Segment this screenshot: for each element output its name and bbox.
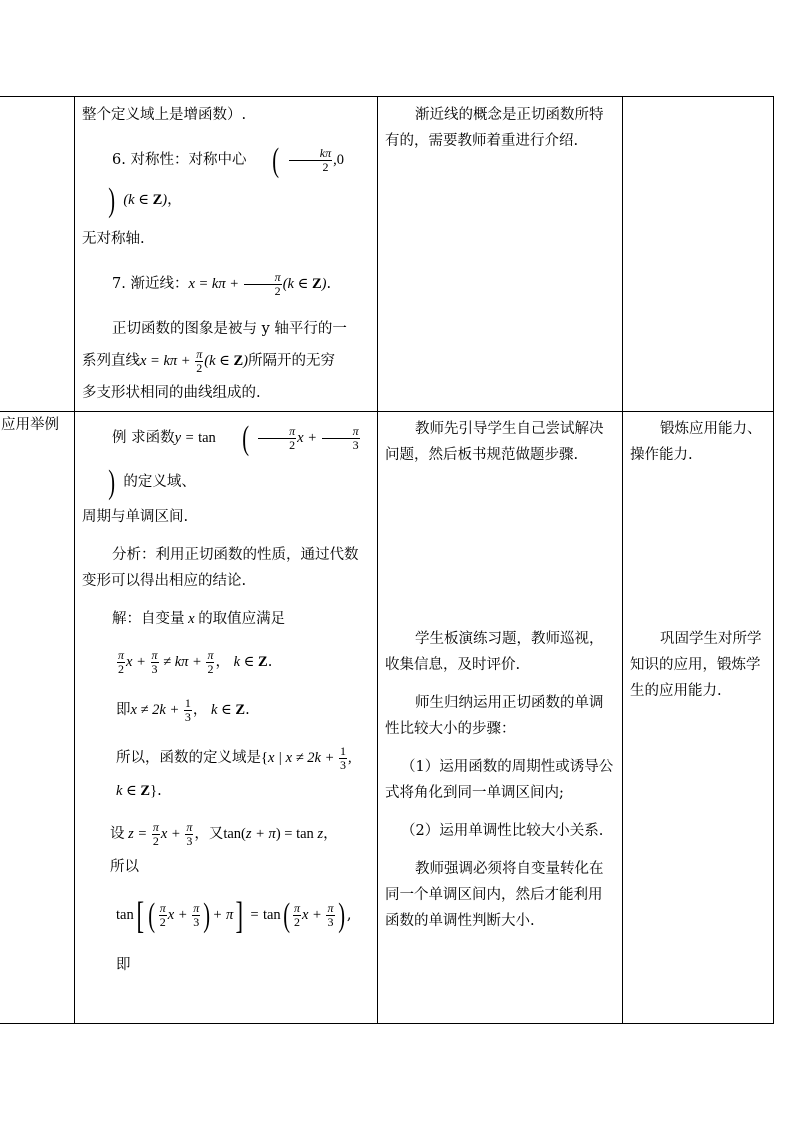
text-span: 所以，函数的定义域是	[116, 750, 261, 766]
example-function: y = tan ( $\frac{\pi}{2}$ x + $\frac{\pi}{3}$ )	[108, 419, 359, 501]
asymptote-label: 7. 渐近线：	[112, 276, 189, 292]
content-line: 周期与单调区间.	[82, 509, 189, 525]
row1-stage-cell	[0, 97, 75, 412]
math-line: tan[ ( $\frac{\pi}{2}$ x + $\frac{\pi}{3}$ ) + π] = tan( $\frac{\pi}{2}$ x + $\frac{\pi}{3}$ ) ,	[116, 894, 352, 937]
asymptote-line: 7. 渐近线：x = kπ + $\frac{\pi}{2}$ (k ∈ Z).	[112, 270, 332, 299]
row1-content-cell	[75, 97, 378, 412]
activity-text: （1）运用函数的周期性或诱导公式将角化到同一单调区间内;	[385, 759, 614, 801]
solution-line	[82, 606, 371, 632]
text-span: 所隔开的无穷	[248, 353, 335, 369]
activity-text: （2）运用单调性比较大小关系.	[401, 823, 604, 839]
content-line: 多支形状相同的曲线组成的.	[82, 385, 261, 401]
activity-text: 师生归纳运用正切函数的单调性比较大小的步骤：	[385, 695, 604, 737]
example-line	[82, 416, 371, 504]
domain-formula: {x | x ≠ 2k + $\frac{1}{3}$ ,	[261, 744, 352, 773]
content-line: 整个定义域上是增函数）.	[82, 107, 247, 123]
math-line: 设 z = $\frac{\pi}{2}$ x + $\frac{\pi}{3}$ ，又tan(z + π) = tan z，	[110, 820, 338, 849]
text-span: 解：自变量	[112, 611, 185, 627]
activity-text: 教师先引导学生自己尝试解决问题，然后板书规范做题步骤.	[385, 421, 604, 463]
tan-identity: tan(z + π) = tan z	[223, 826, 324, 842]
activity-text: 教师强调必须将自变量转化在同一个单调区间内，然后才能利用函数的单调性判断大小.	[385, 861, 604, 929]
content-line: 正切函数的图象是被与 y 轴平行的一	[112, 321, 347, 337]
row1-stage-label	[0, 97, 74, 101]
row1-intent-cell	[623, 97, 774, 412]
math-line: k ∈ Z}.	[116, 783, 162, 799]
var-x: x	[184, 611, 199, 627]
table-row	[0, 97, 774, 412]
text-span: 设	[110, 826, 125, 842]
symmetry-label: 6. 对称性：对称中心	[112, 152, 247, 168]
line-formula: x = kπ + $\frac{\pi}{2}$ (k ∈ Z)	[140, 347, 248, 376]
symmetry-center-formula: ( $\frac{k\pi}{2}$ ,0) (k ∈ Z)	[108, 141, 344, 219]
result-formula: x ≠ 2k + $\frac{1}{3}$ ， k ∈ Z	[130, 696, 246, 725]
content-line: 所以	[110, 859, 139, 875]
text-span: 的定义域、	[123, 474, 196, 490]
analysis-text: 分析：利用正切函数的性质，通过代数变形可以得出相应的结论.	[82, 547, 359, 589]
condition-formula: $\frac{\pi}{2}$ x + $\frac{\pi}{3}$ ≠ kπ + $\frac{\pi}{2}$ ， k ∈ Z	[118, 648, 268, 677]
periodicity-formula: tan[ ( $\frac{\pi}{2}$ x + $\frac{\pi}{3}$ ) + π] = tan( $\frac{\pi}{2}$ x + $\frac{\pi}{3}$ )	[116, 894, 345, 937]
content-line: 无对称轴.	[82, 231, 145, 247]
math-line: $\frac{\pi}{2}$ x + $\frac{\pi}{3}$ ≠ kπ + $\frac{\pi}{2}$ ， k ∈ Z.	[118, 648, 273, 677]
row1-activity-cell	[378, 97, 623, 412]
text-span: ，又	[194, 826, 224, 842]
row2-content-cell	[75, 412, 378, 1024]
activity-text: 学生板演练习题，教师巡视，收集信息，及时评价.	[385, 631, 604, 673]
text-span: 的取值应满足	[198, 611, 286, 627]
content-line: 即	[116, 957, 131, 973]
content-line	[82, 342, 371, 380]
lesson-table	[0, 96, 774, 1024]
activity-text: 渐近线的概念是正切函数所特有的，需要教师着重进行介绍.	[385, 107, 604, 149]
asymptote-formula: x = kπ + $\frac{\pi}{2}$ (k ∈ Z)	[188, 270, 327, 299]
row2-stage-cell	[0, 412, 75, 1024]
intent-text: 锻炼应用能力、操作能力.	[630, 421, 762, 463]
math-line	[82, 738, 371, 778]
substitution-formula: z = $\frac{\pi}{2}$ x + $\frac{\pi}{3}$	[124, 820, 193, 849]
math-line: 即x ≠ 2k + $\frac{1}{3}$ ， k ∈ Z.	[116, 696, 250, 725]
text-span: 例 求函数	[112, 430, 175, 446]
row2-activity-cell	[378, 412, 623, 1024]
text-span: 即	[116, 702, 131, 718]
symmetry-line: 6. 对称性：对称中心 ( $\frac{k\pi}{2}$ ,0) (k ∈ Z)，	[82, 140, 371, 220]
row1-intent-text	[623, 97, 773, 101]
table-row	[0, 412, 774, 1024]
domain-formula-end: k ∈ Z}	[116, 783, 158, 799]
stage-label: 应用举例	[1, 417, 59, 433]
row2-intent-cell	[623, 412, 774, 1024]
text-span: 系列直线	[82, 353, 140, 369]
intent-text: 巩固学生对所学知识的应用，锻炼学生的应用能力.	[630, 631, 762, 699]
